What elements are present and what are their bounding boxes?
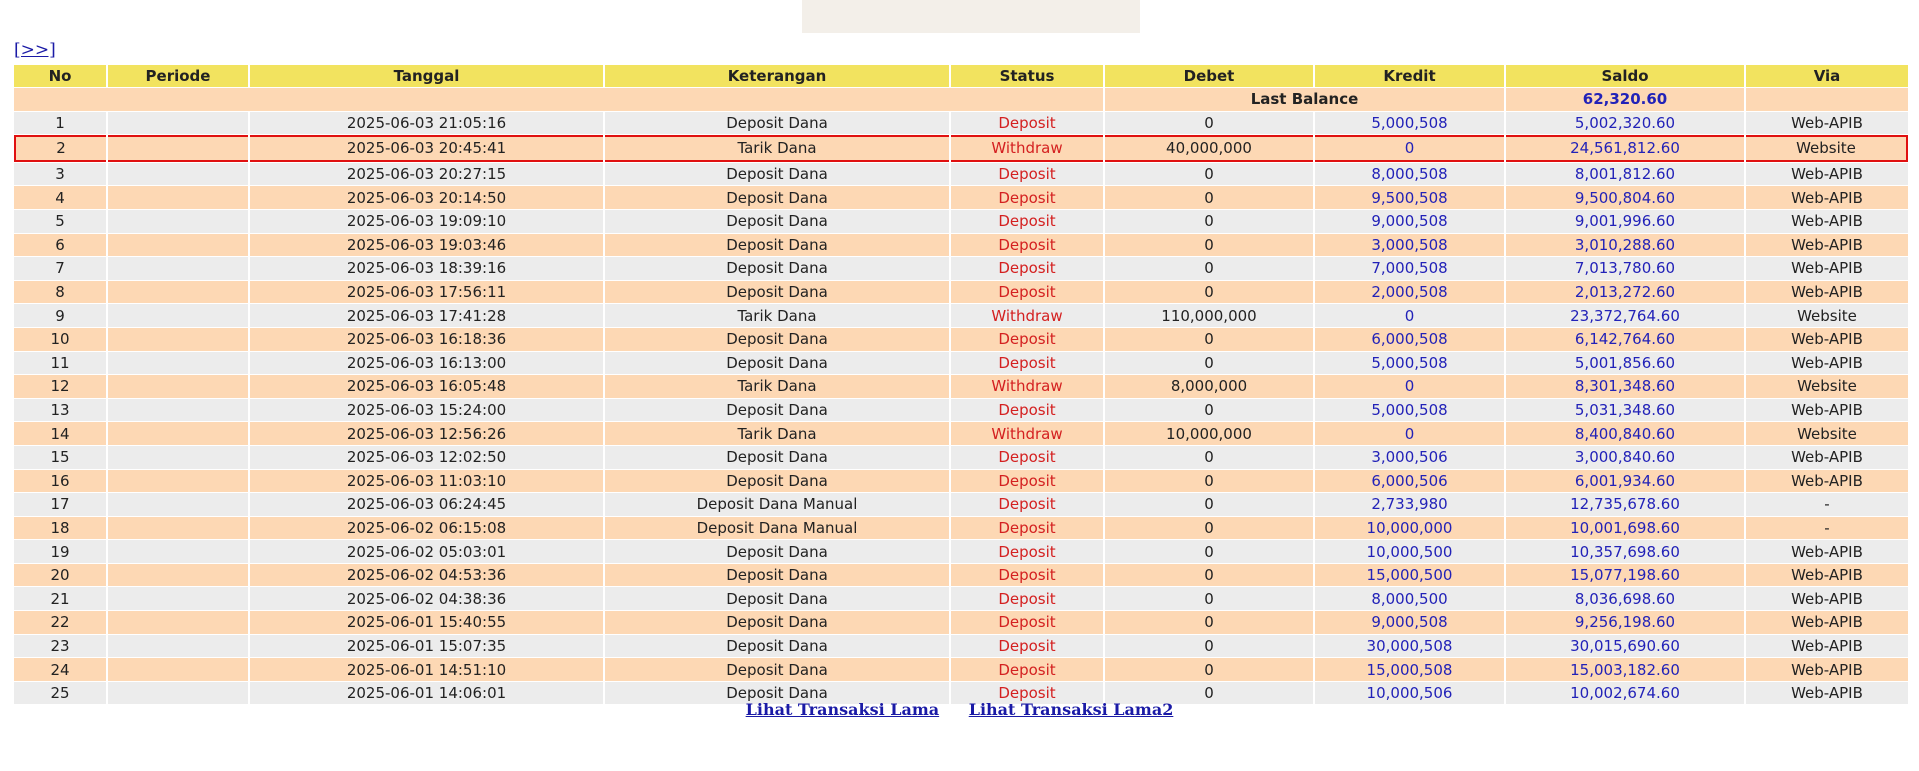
cell-debet: 40,000,000 xyxy=(1105,135,1313,162)
cell-tanggal: 2025-06-03 17:56:11 xyxy=(250,281,603,304)
cell-no: 19 xyxy=(14,540,106,563)
cell-status: Deposit xyxy=(951,564,1103,587)
cell-via: Website xyxy=(1746,422,1908,445)
cell-no: 25 xyxy=(14,682,106,705)
cell-periode xyxy=(108,257,248,280)
cell-no: 21 xyxy=(14,587,106,610)
cell-periode xyxy=(108,611,248,634)
cell-kredit: 6,000,508 xyxy=(1315,328,1504,351)
cell-saldo: 5,031,348.60 xyxy=(1506,399,1744,422)
cell-status: Deposit xyxy=(951,635,1103,658)
cell-via: Web-APIB xyxy=(1746,210,1908,233)
cell-debet: 110,000,000 xyxy=(1105,304,1313,327)
top-banner xyxy=(802,0,1140,33)
cell-status: Deposit xyxy=(951,493,1103,516)
cell-periode xyxy=(108,328,248,351)
cell-kredit: 0 xyxy=(1315,422,1504,445)
cell-no: 22 xyxy=(14,611,106,634)
table-row xyxy=(14,112,1908,135)
cell-via: Web-APIB xyxy=(1746,257,1908,280)
cell-no: 23 xyxy=(14,635,106,658)
cell-via: Web-APIB xyxy=(1746,470,1908,493)
cell-tanggal: 2025-06-01 15:40:55 xyxy=(250,611,603,634)
cell-via: Web-APIB xyxy=(1746,163,1908,186)
cell-status: Deposit xyxy=(951,257,1103,280)
cell-no: 11 xyxy=(14,352,106,375)
cell-status: Withdraw xyxy=(951,422,1103,445)
cell-debet: 8,000,000 xyxy=(1105,375,1313,398)
cell-debet: 0 xyxy=(1105,564,1313,587)
table-row xyxy=(14,328,1908,351)
cell-via: Web-APIB xyxy=(1746,587,1908,610)
cell-debet: 0 xyxy=(1105,352,1313,375)
cell-periode xyxy=(108,564,248,587)
cell-periode xyxy=(108,375,248,398)
cell-tanggal: 2025-06-03 20:45:41 xyxy=(250,135,603,162)
cell-no: 16 xyxy=(14,470,106,493)
cell-via: Website xyxy=(1746,375,1908,398)
cell-periode xyxy=(108,210,248,233)
cell-keterangan: Deposit Dana xyxy=(605,611,949,634)
cell-via: Web-APIB xyxy=(1746,186,1908,209)
cell-saldo: 8,036,698.60 xyxy=(1506,587,1744,610)
header-kredit: Kredit xyxy=(1315,65,1504,87)
cell-tanggal: 2025-06-03 16:13:00 xyxy=(250,352,603,375)
footer-links xyxy=(0,700,1919,719)
last-balance-value: 62,320.60 xyxy=(1506,88,1744,111)
cell-tanggal: 2025-06-03 20:27:15 xyxy=(250,163,603,186)
cell-tanggal: 2025-06-03 20:14:50 xyxy=(250,186,603,209)
cell-periode xyxy=(108,470,248,493)
cell-debet: 0 xyxy=(1105,682,1313,705)
cell-periode xyxy=(108,540,248,563)
cell-tanggal: 2025-06-03 11:03:10 xyxy=(250,470,603,493)
cell-keterangan: Deposit Dana xyxy=(605,682,949,705)
cell-kredit: 10,000,506 xyxy=(1315,682,1504,705)
cell-via: Web-APIB xyxy=(1746,540,1908,563)
cell-status: Deposit xyxy=(951,163,1103,186)
table-row xyxy=(14,446,1908,469)
table-header xyxy=(14,65,1908,87)
cell-keterangan: Deposit Dana xyxy=(605,352,949,375)
cell-kredit: 0 xyxy=(1315,135,1504,162)
cell-saldo: 3,000,840.60 xyxy=(1506,446,1744,469)
cell-periode xyxy=(108,135,248,162)
header-no: No xyxy=(14,65,106,87)
cell-periode xyxy=(108,446,248,469)
cell-keterangan: Deposit Dana xyxy=(605,210,949,233)
cell-saldo: 15,003,182.60 xyxy=(1506,658,1744,681)
table-row xyxy=(14,257,1908,280)
cell-periode xyxy=(108,163,248,186)
cell-saldo: 6,142,764.60 xyxy=(1506,328,1744,351)
cell-keterangan: Deposit Dana xyxy=(605,328,949,351)
cell-no: 5 xyxy=(14,210,106,233)
cell-debet: 0 xyxy=(1105,611,1313,634)
cell-kredit: 9,000,508 xyxy=(1315,611,1504,634)
cell-kredit: 8,000,500 xyxy=(1315,587,1504,610)
cell-debet: 10,000,000 xyxy=(1105,422,1313,445)
cell-status: Deposit xyxy=(951,682,1103,705)
cell-keterangan: Tarik Dana xyxy=(605,422,949,445)
cell-status: Withdraw xyxy=(951,135,1103,162)
cell-status: Deposit xyxy=(951,587,1103,610)
cell-no: 17 xyxy=(14,493,106,516)
cell-debet: 0 xyxy=(1105,517,1313,540)
cell-saldo: 5,001,856.60 xyxy=(1506,352,1744,375)
cell-status: Deposit xyxy=(951,658,1103,681)
cell-debet: 0 xyxy=(1105,112,1313,135)
cell-debet: 0 xyxy=(1105,328,1313,351)
last-balance-label: Last Balance xyxy=(1105,88,1504,111)
next-page-link[interactable]: [>>] xyxy=(14,40,56,60)
cell-periode xyxy=(108,658,248,681)
table-row xyxy=(14,234,1908,257)
cell-no: 6 xyxy=(14,234,106,257)
cell-no: 3 xyxy=(14,163,106,186)
cell-saldo: 23,372,764.60 xyxy=(1506,304,1744,327)
table-row xyxy=(14,399,1908,422)
cell-saldo: 9,001,996.60 xyxy=(1506,210,1744,233)
cell-debet: 0 xyxy=(1105,493,1313,516)
table-row xyxy=(14,635,1908,658)
cell-keterangan: Deposit Dana Manual xyxy=(605,493,949,516)
cell-keterangan: Deposit Dana xyxy=(605,564,949,587)
cell-tanggal: 2025-06-03 06:24:45 xyxy=(250,493,603,516)
cell-kredit: 5,000,508 xyxy=(1315,399,1504,422)
table-row xyxy=(14,658,1908,681)
cell-keterangan: Tarik Dana xyxy=(605,135,949,162)
cell-debet: 0 xyxy=(1105,257,1313,280)
cell-status: Deposit xyxy=(951,540,1103,563)
cell-kredit: 10,000,000 xyxy=(1315,517,1504,540)
cell-via: Web-APIB xyxy=(1746,399,1908,422)
last-balance-row xyxy=(14,88,1908,111)
table-row xyxy=(14,135,1908,162)
cell-kredit: 30,000,508 xyxy=(1315,635,1504,658)
cell-tanggal: 2025-06-02 06:15:08 xyxy=(250,517,603,540)
cell-saldo: 7,013,780.60 xyxy=(1506,257,1744,280)
cell-saldo: 3,010,288.60 xyxy=(1506,234,1744,257)
cell-no: 15 xyxy=(14,446,106,469)
table-row xyxy=(14,611,1908,634)
cell-no: 24 xyxy=(14,658,106,681)
table-row xyxy=(14,493,1908,516)
cell-periode xyxy=(108,587,248,610)
header-periode: Periode xyxy=(108,65,248,87)
cell-kredit: 3,000,506 xyxy=(1315,446,1504,469)
header-saldo: Saldo xyxy=(1506,65,1744,87)
table-row xyxy=(14,352,1908,375)
table-row xyxy=(14,564,1908,587)
cell-periode xyxy=(108,422,248,445)
cell-via: Web-APIB xyxy=(1746,352,1908,375)
cell-keterangan: Tarik Dana xyxy=(605,304,949,327)
cell-periode xyxy=(108,635,248,658)
cell-debet: 0 xyxy=(1105,446,1313,469)
cell-saldo: 8,001,812.60 xyxy=(1506,163,1744,186)
cell-keterangan: Tarik Dana xyxy=(605,375,949,398)
cell-kredit: 8,000,508 xyxy=(1315,163,1504,186)
cell-periode xyxy=(108,493,248,516)
cell-saldo: 9,256,198.60 xyxy=(1506,611,1744,634)
cell-keterangan: Deposit Dana xyxy=(605,446,949,469)
cell-tanggal: 2025-06-03 18:39:16 xyxy=(250,257,603,280)
cell-status: Deposit xyxy=(951,112,1103,135)
table-row xyxy=(14,281,1908,304)
cell-debet: 0 xyxy=(1105,470,1313,493)
cell-tanggal: 2025-06-03 12:56:26 xyxy=(250,422,603,445)
cell-status: Deposit xyxy=(951,186,1103,209)
cell-status: Deposit xyxy=(951,352,1103,375)
cell-status: Deposit xyxy=(951,470,1103,493)
cell-no: 10 xyxy=(14,328,106,351)
cell-saldo: 10,002,674.60 xyxy=(1506,682,1744,705)
cell-debet: 0 xyxy=(1105,587,1313,610)
cell-kredit: 0 xyxy=(1315,304,1504,327)
table-row xyxy=(14,517,1908,540)
cell-tanggal: 2025-06-03 16:18:36 xyxy=(250,328,603,351)
cell-status: Deposit xyxy=(951,517,1103,540)
cell-debet: 0 xyxy=(1105,635,1313,658)
cell-tanggal: 2025-06-02 04:38:36 xyxy=(250,587,603,610)
cell-saldo: 24,561,812.60 xyxy=(1506,135,1744,162)
table-row xyxy=(14,304,1908,327)
cell-keterangan: Deposit Dana xyxy=(605,658,949,681)
cell-debet: 0 xyxy=(1105,658,1313,681)
cell-tanggal: 2025-06-03 16:05:48 xyxy=(250,375,603,398)
table-row xyxy=(14,422,1908,445)
cell-saldo: 10,357,698.60 xyxy=(1506,540,1744,563)
cell-periode xyxy=(108,304,248,327)
cell-tanggal: 2025-06-01 15:07:35 xyxy=(250,635,603,658)
cell-keterangan: Deposit Dana Manual xyxy=(605,517,949,540)
cell-tanggal: 2025-06-02 04:53:36 xyxy=(250,564,603,587)
cell-debet: 0 xyxy=(1105,234,1313,257)
cell-via: Web-APIB xyxy=(1746,234,1908,257)
cell-keterangan: Deposit Dana xyxy=(605,281,949,304)
cell-via: - xyxy=(1746,493,1908,516)
cell-kredit: 7,000,508 xyxy=(1315,257,1504,280)
cell-via: Web-APIB xyxy=(1746,112,1908,135)
cell-tanggal: 2025-06-02 05:03:01 xyxy=(250,540,603,563)
cell-status: Deposit xyxy=(951,611,1103,634)
cell-periode xyxy=(108,112,248,135)
cell-saldo: 9,500,804.60 xyxy=(1506,186,1744,209)
cell-keterangan: Deposit Dana xyxy=(605,635,949,658)
cell-no: 13 xyxy=(14,399,106,422)
cell-no: 9 xyxy=(14,304,106,327)
cell-via: Web-APIB xyxy=(1746,635,1908,658)
cell-keterangan: Deposit Dana xyxy=(605,186,949,209)
transaction-table xyxy=(12,64,1910,705)
cell-status: Deposit xyxy=(951,210,1103,233)
cell-debet: 0 xyxy=(1105,281,1313,304)
table-row xyxy=(14,470,1908,493)
cell-saldo: 6,001,934.60 xyxy=(1506,470,1744,493)
cell-saldo: 12,735,678.60 xyxy=(1506,493,1744,516)
cell-no: 4 xyxy=(14,186,106,209)
cell-status: Deposit xyxy=(951,328,1103,351)
cell-kredit: 3,000,508 xyxy=(1315,234,1504,257)
cell-via: Web-APIB xyxy=(1746,611,1908,634)
cell-tanggal: 2025-06-03 21:05:16 xyxy=(250,112,603,135)
cell-kredit: 2,733,980 xyxy=(1315,493,1504,516)
header-status: Status xyxy=(951,65,1103,87)
cell-keterangan: Deposit Dana xyxy=(605,257,949,280)
cell-via: Web-APIB xyxy=(1746,682,1908,705)
cell-tanggal: 2025-06-03 17:41:28 xyxy=(250,304,603,327)
table-row xyxy=(14,186,1908,209)
cell-keterangan: Deposit Dana xyxy=(605,540,949,563)
cell-kredit: 5,000,508 xyxy=(1315,352,1504,375)
cell-debet: 0 xyxy=(1105,540,1313,563)
cell-debet: 0 xyxy=(1105,399,1313,422)
cell-periode xyxy=(108,517,248,540)
table-row xyxy=(14,163,1908,186)
cell-status: Withdraw xyxy=(951,375,1103,398)
old-transactions-2-link[interactable]: Lihat Transaksi Lama2 xyxy=(968,700,1174,719)
cell-via: Web-APIB xyxy=(1746,564,1908,587)
cell-via: Web-APIB xyxy=(1746,281,1908,304)
table-row xyxy=(14,540,1908,563)
cell-kredit: 6,000,506 xyxy=(1315,470,1504,493)
cell-no: 7 xyxy=(14,257,106,280)
cell-status: Deposit xyxy=(951,234,1103,257)
cell-saldo: 15,077,198.60 xyxy=(1506,564,1744,587)
cell-kredit: 10,000,500 xyxy=(1315,540,1504,563)
cell-kredit: 5,000,508 xyxy=(1315,112,1504,135)
cell-keterangan: Deposit Dana xyxy=(605,587,949,610)
cell-tanggal: 2025-06-03 19:03:46 xyxy=(250,234,603,257)
cell-saldo: 8,400,840.60 xyxy=(1506,422,1744,445)
cell-saldo: 30,015,690.60 xyxy=(1506,635,1744,658)
cell-status: Deposit xyxy=(951,446,1103,469)
cell-kredit: 9,500,508 xyxy=(1315,186,1504,209)
cell-via: Website xyxy=(1746,304,1908,327)
cell-kredit: 9,000,508 xyxy=(1315,210,1504,233)
cell-tanggal: 2025-06-03 19:09:10 xyxy=(250,210,603,233)
cell-keterangan: Deposit Dana xyxy=(605,234,949,257)
cell-keterangan: Deposit Dana xyxy=(605,399,949,422)
cell-kredit: 2,000,508 xyxy=(1315,281,1504,304)
table-row xyxy=(14,375,1908,398)
cell-periode xyxy=(108,234,248,257)
cell-periode xyxy=(108,281,248,304)
cell-kredit: 0 xyxy=(1315,375,1504,398)
cell-debet: 0 xyxy=(1105,163,1313,186)
cell-tanggal: 2025-06-03 12:02:50 xyxy=(250,446,603,469)
cell-saldo: 5,002,320.60 xyxy=(1506,112,1744,135)
cell-via: Web-APIB xyxy=(1746,328,1908,351)
cell-via: Web-APIB xyxy=(1746,446,1908,469)
cell-saldo: 2,013,272.60 xyxy=(1506,281,1744,304)
cell-tanggal: 2025-06-03 15:24:00 xyxy=(250,399,603,422)
cell-no: 12 xyxy=(14,375,106,398)
cell-via: Website xyxy=(1746,135,1908,162)
cell-debet: 0 xyxy=(1105,210,1313,233)
header-keterangan: Keterangan xyxy=(605,65,949,87)
cell-no: 8 xyxy=(14,281,106,304)
cell-kredit: 15,000,508 xyxy=(1315,658,1504,681)
cell-keterangan: Deposit Dana xyxy=(605,112,949,135)
cell-debet: 0 xyxy=(1105,186,1313,209)
cell-periode xyxy=(108,186,248,209)
cell-periode xyxy=(108,352,248,375)
cell-no: 2 xyxy=(14,135,106,162)
table-row xyxy=(14,210,1908,233)
cell-tanggal: 2025-06-01 14:51:10 xyxy=(250,658,603,681)
cell-status: Deposit xyxy=(951,281,1103,304)
cell-via: - xyxy=(1746,517,1908,540)
cell-no: 14 xyxy=(14,422,106,445)
old-transactions-link[interactable]: Lihat Transaksi Lama xyxy=(745,700,940,719)
cell-keterangan: Deposit Dana xyxy=(605,470,949,493)
cell-periode xyxy=(108,399,248,422)
header-debet: Debet xyxy=(1105,65,1313,87)
cell-keterangan: Deposit Dana xyxy=(605,163,949,186)
cell-no: 18 xyxy=(14,517,106,540)
cell-saldo: 10,001,698.60 xyxy=(1506,517,1744,540)
header-tanggal: Tanggal xyxy=(250,65,603,87)
table-row xyxy=(14,587,1908,610)
cell-no: 1 xyxy=(14,112,106,135)
cell-no: 20 xyxy=(14,564,106,587)
cell-via: Web-APIB xyxy=(1746,658,1908,681)
cell-status: Deposit xyxy=(951,399,1103,422)
header-via: Via xyxy=(1746,65,1908,87)
cell-tanggal: 2025-06-01 14:06:01 xyxy=(250,682,603,705)
cell-kredit: 15,000,500 xyxy=(1315,564,1504,587)
cell-saldo: 8,301,348.60 xyxy=(1506,375,1744,398)
cell-status: Withdraw xyxy=(951,304,1103,327)
